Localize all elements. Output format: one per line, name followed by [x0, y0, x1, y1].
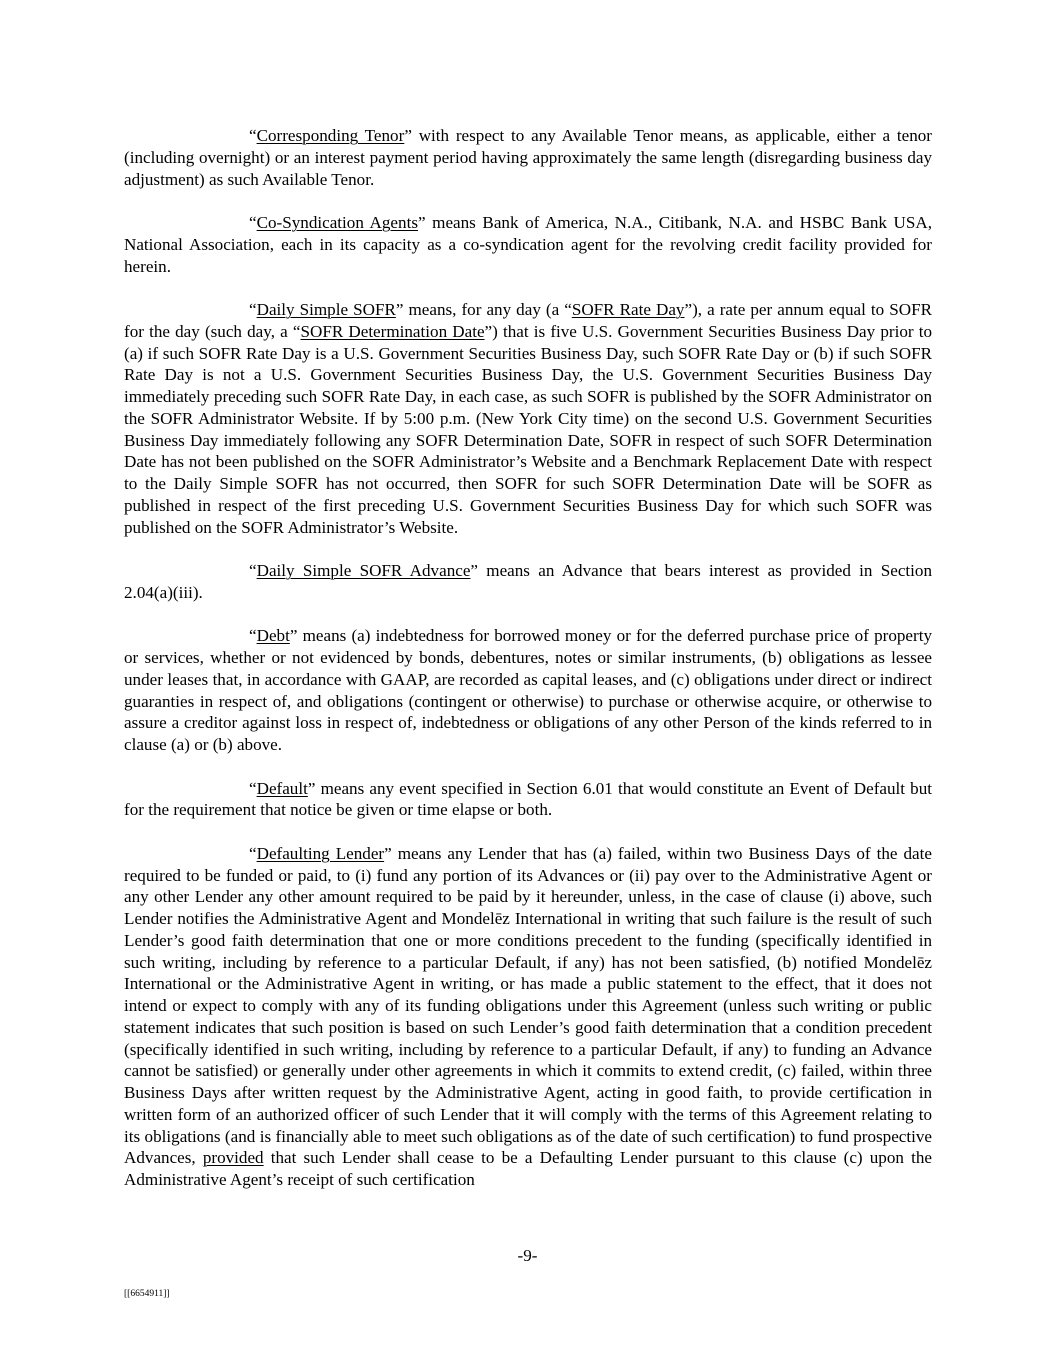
document-body	[124, 125, 932, 1213]
definition-text: ” means any Lender that has (a) failed, within two Business Days of the date required to be funded or paid, to (i) fund any portion of its Advances or (ii) pay over to the Administrative Agent or any other Lender any other amount required to be paid by it hereunder, unless, in the case of clause (i) above, such Lender notifies the Administrative Agent and Mondelēz International in writing that such failure is the result of such Lender’s good faith determination that one or more conditions precedent to the funding (specifically identified in such writing, including by reference to a particular Default, if any) has not been satisfied, (b) notified Mondelēz International or the Administrative Agent in writing, or has made a public statement to the effect, that it does not intend or expect to comply with any of its funding obligations under this Agreement (unless such writing or public statement indicates that such position is based on such Lender’s good faith determination that a condition precedent (specifically identified in such writing, including by reference to a particular Default, if any) to funding an Advance cannot be satisfied) or generally under other agreements in which it commits to extend credit, (c) failed, within three Business Days after written request by the Administrative Agent, acting in good faith, to provide certification in written form of an authorized officer of such Lender that it will comply with the terms of this Agreement relating to its obligations (and is financially able to meet such obligations as of the date of such certification) to fund prospective Advances,	[124, 843, 932, 1168]
definition-corresponding-tenor	[124, 125, 932, 190]
defined-term-provided: provided	[202, 1148, 264, 1168]
open-quote: “	[249, 561, 257, 580]
open-quote: “	[249, 300, 257, 319]
open-quote: “	[249, 778, 257, 798]
defined-term: Defaulting Lender	[256, 843, 385, 863]
document-id: [[6654911]]	[124, 1289, 170, 1299]
definition-text: ”) that is five U.S. Government Securities Business Day prior to (a) if such SOFR Rate Day is a U.S. Government Securities Business Day, such SOFR Rate Day or (b) if such SOFR Rate Day is not a U.S. Government Securities Business Day, the U.S. Government Securities Business Day immediately preceding such SOFR Rate Day, in each case, as such SOFR is published by the SOFR Administrator on the SOFR Administrator Website. If by 5:00 p.m. (New York City time) on the second U.S. Government Securities Business Day immediately following any SOFR Determination Date, SOFR in respect of such SOFR Determination Date has not been published on the SOFR Administrator’s Website and a Benchmark Replacement Date with respect to the Daily Simple SOFR has not occurred, then SOFR for such SOFR Determination Date will be SOFR as published in respect of the first preceding U.S. Government Securities Business Day for which such SOFR was published on the SOFR Administrator’s Website.	[124, 321, 933, 537]
open-quote: “	[249, 213, 257, 232]
definition-debt	[124, 625, 932, 756]
definition-default	[124, 778, 932, 822]
defined-term: Daily Simple SOFR Advance	[256, 561, 471, 580]
definition-text: ”), a rate per annum equal to SOFR for the day (such day, a “	[124, 300, 932, 341]
open-quote: “	[249, 626, 257, 646]
definition-daily-simple-sofr	[124, 299, 932, 538]
defined-term-sofr-determination-date: SOFR Determination Date	[300, 321, 485, 341]
definition-text: ” with respect to any Available Tenor means, as applicable, either a tenor (including overnight) or an interest payment period having approximately the same length (disregarding business day adjustment) as such Available Tenor.	[124, 126, 932, 189]
defined-term-sofr-rate-day: SOFR Rate Day	[571, 300, 685, 319]
open-quote: “	[249, 843, 257, 863]
definition-daily-simple-sofr-advance	[124, 560, 932, 604]
defined-term: Daily Simple SOFR	[256, 300, 396, 319]
definition-text: ” means Bank of America, N.A., Citibank, N.A. and HSBC Bank USA, National Association, each in its capacity as a co-syndication agent for the revolving credit facility provided for herein.	[124, 213, 933, 276]
defined-term: Co-Syndication Agents	[256, 213, 418, 232]
definition-text: ” means an Advance that bears interest as provided in Section 2.04(a)(iii).	[124, 561, 933, 602]
defined-term: Corresponding Tenor	[256, 126, 405, 145]
open-quote: “	[249, 126, 257, 145]
definition-text: that such Lender shall cease to be a Defaulting Lender pursuant to this clause (c) upon the Administrative Agent’s receipt of such certification	[124, 1148, 932, 1189]
definition-text: ” means (a) indebtedness for borrowed money or for the deferred purchase price of property or services, whether or not evidenced by bonds, debentures, notes or similar instruments, (b) obligations as lessee under leases that, in accordance with GAAP, are recorded as capital leases, and (c) obligations under direct or indirect guaranties in respect of, and obligations (contingent or otherwise) to purchase or otherwise acquire, or otherwise to assure a creditor against loss in respect of, indebtedness or obligations of any other Person of the kinds referred to in clause (a) or (b) above.	[124, 626, 932, 754]
definition-text: ” means any event specified in Section 6.01 that would constitute an Event of Default but for the requirement that notice be given or time elapse or both.	[124, 778, 932, 820]
definition-co-syndication-agents	[124, 212, 932, 277]
page-number: -9-	[517, 1246, 538, 1265]
defined-term: Default	[256, 778, 308, 798]
defined-term: Debt	[256, 626, 290, 646]
definition-defaulting-lender	[124, 843, 932, 1191]
definition-text: ” means, for any day (a “	[395, 300, 572, 319]
